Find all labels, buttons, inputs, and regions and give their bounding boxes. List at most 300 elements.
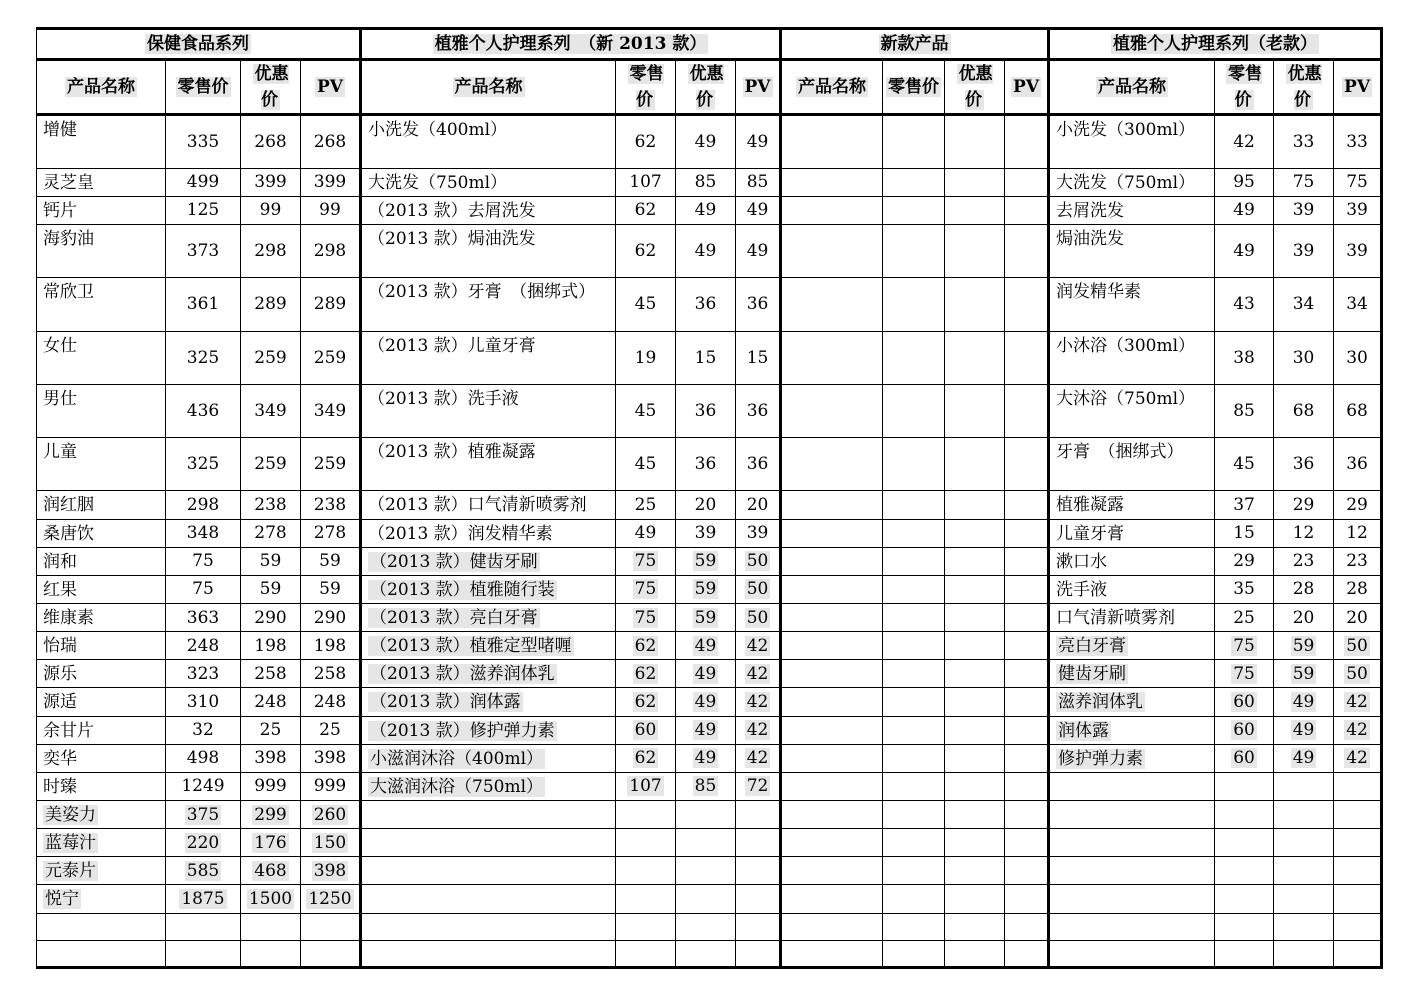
new-products-pv-cell xyxy=(1005,384,1049,437)
price-list-table xyxy=(36,27,1383,969)
health-food-pv-cell xyxy=(301,913,361,940)
new-products-pv-cell xyxy=(1005,603,1049,631)
new-products-discount-cell xyxy=(945,438,1005,491)
care-old-discount-cell: 59 xyxy=(1274,632,1334,660)
care-new-2013-name-cell: （2013 款）润发精华素 xyxy=(361,519,616,547)
new-products-pv-cell xyxy=(1005,744,1049,772)
health-food-pv-cell xyxy=(301,940,361,967)
new-products-retail-cell xyxy=(883,940,945,967)
health-food-header-retail: 零售价 xyxy=(166,60,241,115)
table-row xyxy=(37,857,1382,885)
health-food-name-cell: 海豹油 xyxy=(37,225,166,278)
new-products-discount-cell xyxy=(945,829,1005,857)
care-old-retail-cell xyxy=(1215,913,1274,940)
care-new-2013-pv-cell xyxy=(736,800,781,828)
health-food-discount-cell: 1500 xyxy=(241,885,301,913)
care-new-2013-discount-cell: 59 xyxy=(676,547,736,575)
care-old-name-cell: 漱口水 xyxy=(1049,547,1215,575)
table-row xyxy=(37,547,1382,575)
care-new-2013-name-cell: 大滋润沐浴（750ml） xyxy=(361,772,616,800)
care-old-name-cell xyxy=(1049,940,1215,967)
health-food-retail-cell: 325 xyxy=(166,331,241,384)
care-new-2013-discount-cell: 85 xyxy=(676,168,736,196)
new-products-name-cell xyxy=(781,744,883,772)
care-old-pv-cell xyxy=(1334,857,1382,885)
care-new-2013-pv-cell: 50 xyxy=(736,603,781,631)
health-food-name-cell: 奕华 xyxy=(37,744,166,772)
new-products-name-cell xyxy=(781,940,883,967)
care-new-2013-retail-cell: 49 xyxy=(616,519,676,547)
new-products-retail-cell xyxy=(883,491,945,519)
new-products-name-cell xyxy=(781,196,883,224)
new-products-retail-cell xyxy=(883,772,945,800)
health-food-pv-cell: 268 xyxy=(301,115,361,168)
health-food-retail-cell: 499 xyxy=(166,168,241,196)
care-new-2013-discount-cell: 36 xyxy=(676,384,736,437)
health-food-name-cell: 美姿力 xyxy=(37,800,166,828)
new-products-discount-cell xyxy=(945,278,1005,331)
new-products-retail-cell xyxy=(883,800,945,828)
care-old-discount-cell: 39 xyxy=(1274,225,1334,278)
new-products-pv-cell xyxy=(1005,575,1049,603)
care-old-retail-cell xyxy=(1215,885,1274,913)
health-food-discount-cell: 399 xyxy=(241,168,301,196)
table-row xyxy=(37,331,1382,384)
health-food-discount-cell: 299 xyxy=(241,800,301,828)
table-row xyxy=(37,744,1382,772)
table-row xyxy=(37,772,1382,800)
new-products-pv-cell xyxy=(1005,331,1049,384)
health-food-pv-cell: 349 xyxy=(301,384,361,437)
care-new-2013-discount-cell: 49 xyxy=(676,115,736,168)
care-old-discount-cell: 49 xyxy=(1274,716,1334,744)
health-food-pv-cell: 290 xyxy=(301,603,361,631)
new-products-retail-cell xyxy=(883,688,945,716)
care-new-2013-retail-cell xyxy=(616,940,676,967)
health-food-discount-cell: 398 xyxy=(241,744,301,772)
care-new-2013-pv-cell xyxy=(736,829,781,857)
health-food-pv-cell: 99 xyxy=(301,196,361,224)
health-food-discount-cell: 290 xyxy=(241,603,301,631)
care-new-2013-name-cell: （2013 款）口气清新喷雾剂 xyxy=(361,491,616,519)
care-new-2013-name-cell: （2013 款）亮白牙膏 xyxy=(361,603,616,631)
care-new-2013-pv-cell: 50 xyxy=(736,547,781,575)
care-old-name-cell: 修护弹力素 xyxy=(1049,744,1215,772)
care-new-2013-retail-cell: 75 xyxy=(616,547,676,575)
table-row xyxy=(37,438,1382,491)
care-old-retail-cell xyxy=(1215,800,1274,828)
care-old-retail-cell xyxy=(1215,857,1274,885)
health-food-discount-cell: 99 xyxy=(241,196,301,224)
care-old-title: 植雅个人护理系列（老款） xyxy=(1049,29,1382,60)
health-food-pv-cell: 258 xyxy=(301,660,361,688)
care-old-pv-cell: 75 xyxy=(1334,168,1382,196)
care-new-2013-pv-cell: 42 xyxy=(736,660,781,688)
health-food-discount-cell: 468 xyxy=(241,857,301,885)
new-products-retail-cell xyxy=(883,716,945,744)
care-old-name-cell: 洗手液 xyxy=(1049,575,1215,603)
care-old-retail-cell: 35 xyxy=(1215,575,1274,603)
care-new-2013-pv-cell: 72 xyxy=(736,772,781,800)
care-old-retail-cell: 29 xyxy=(1215,547,1274,575)
table-row xyxy=(37,278,1382,331)
care-new-2013-pv-cell: 36 xyxy=(736,438,781,491)
health-food-pv-cell: 59 xyxy=(301,547,361,575)
care-old-discount-cell: 49 xyxy=(1274,688,1334,716)
new-products-retail-cell xyxy=(883,225,945,278)
care-new-2013-header-discount: 优惠价 xyxy=(676,60,736,115)
new-products-discount-cell xyxy=(945,196,1005,224)
health-food-pv-cell: 150 xyxy=(301,829,361,857)
new-products-retail-cell xyxy=(883,632,945,660)
new-products-retail-cell xyxy=(883,519,945,547)
new-products-name-cell xyxy=(781,278,883,331)
new-products-discount-cell xyxy=(945,547,1005,575)
health-food-name-cell: 儿童 xyxy=(37,438,166,491)
health-food-pv-cell: 259 xyxy=(301,331,361,384)
care-new-2013-discount-cell: 15 xyxy=(676,331,736,384)
care-new-2013-discount-cell xyxy=(676,885,736,913)
care-new-2013-name-cell xyxy=(361,885,616,913)
health-food-retail-cell: 1249 xyxy=(166,772,241,800)
new-products-discount-cell xyxy=(945,225,1005,278)
new-products-discount-cell xyxy=(945,688,1005,716)
health-food-discount-cell: 59 xyxy=(241,547,301,575)
care-old-retail-cell: 60 xyxy=(1215,716,1274,744)
care-new-2013-discount-cell xyxy=(676,857,736,885)
care-new-2013-pv-cell: 42 xyxy=(736,632,781,660)
care-new-2013-retail-cell: 107 xyxy=(616,168,676,196)
care-new-2013-pv-cell: 85 xyxy=(736,168,781,196)
new-products-retail-cell xyxy=(883,857,945,885)
new-products-name-cell xyxy=(781,772,883,800)
care-old-pv-cell: 39 xyxy=(1334,225,1382,278)
care-old-header-pv: PV xyxy=(1334,60,1382,115)
care-old-name-cell: 儿童牙膏 xyxy=(1049,519,1215,547)
care-new-2013-name-cell: （2013 款）健齿牙刷 xyxy=(361,547,616,575)
care-old-pv-cell: 42 xyxy=(1334,688,1382,716)
care-new-2013-discount-cell: 49 xyxy=(676,716,736,744)
care-new-2013-discount-cell xyxy=(676,913,736,940)
health-food-pv-cell: 238 xyxy=(301,491,361,519)
care-new-2013-discount-cell xyxy=(676,800,736,828)
care-new-2013-pv-cell: 42 xyxy=(736,716,781,744)
care-old-name-cell: 滋养润体乳 xyxy=(1049,688,1215,716)
care-new-2013-header-pv: PV xyxy=(736,60,781,115)
care-old-name-cell: 牙膏 （捆绑式） xyxy=(1049,438,1215,491)
care-old-name-cell xyxy=(1049,885,1215,913)
care-old-pv-cell: 39 xyxy=(1334,196,1382,224)
health-food-name-cell: 男仕 xyxy=(37,384,166,437)
new-products-discount-cell xyxy=(945,384,1005,437)
table-row xyxy=(37,519,1382,547)
care-old-pv-cell: 36 xyxy=(1334,438,1382,491)
health-food-discount-cell: 238 xyxy=(241,491,301,519)
new-products-pv-cell xyxy=(1005,913,1049,940)
column-header-row xyxy=(37,60,1382,115)
care-old-retail-cell: 95 xyxy=(1215,168,1274,196)
care-old-discount-cell: 39 xyxy=(1274,196,1334,224)
care-old-name-cell: 润体露 xyxy=(1049,716,1215,744)
care-new-2013-name-cell xyxy=(361,940,616,967)
care-new-2013-pv-cell: 36 xyxy=(736,384,781,437)
new-products-retail-cell xyxy=(883,168,945,196)
care-old-name-cell xyxy=(1049,913,1215,940)
care-old-retail-cell: 60 xyxy=(1215,688,1274,716)
care-old-pv-cell: 23 xyxy=(1334,547,1382,575)
new-products-name-cell xyxy=(781,913,883,940)
care-new-2013-retail-cell: 62 xyxy=(616,744,676,772)
care-new-2013-pv-cell: 49 xyxy=(736,196,781,224)
table-row xyxy=(37,575,1382,603)
new-products-discount-cell xyxy=(945,519,1005,547)
care-old-pv-cell: 50 xyxy=(1334,632,1382,660)
health-food-name-cell: 悦宁 xyxy=(37,885,166,913)
care-old-discount-cell: 30 xyxy=(1274,331,1334,384)
health-food-discount-cell xyxy=(241,940,301,967)
care-old-discount-cell: 20 xyxy=(1274,603,1334,631)
care-new-2013-discount-cell xyxy=(676,940,736,967)
care-old-retail-cell: 75 xyxy=(1215,632,1274,660)
care-old-name-cell: 焗油洗发 xyxy=(1049,225,1215,278)
health-food-retail-cell xyxy=(166,940,241,967)
new-products-pv-cell xyxy=(1005,940,1049,967)
care-old-discount-cell: 23 xyxy=(1274,547,1334,575)
care-new-2013-discount-cell: 49 xyxy=(676,196,736,224)
health-food-name-cell: 灵芝皇 xyxy=(37,168,166,196)
care-new-2013-name-cell: （2013 款）牙膏 （捆绑式） xyxy=(361,278,616,331)
care-old-header-discount: 优惠价 xyxy=(1274,60,1334,115)
care-new-2013-retail-cell: 19 xyxy=(616,331,676,384)
new-products-retail-cell xyxy=(883,885,945,913)
care-new-2013-discount-cell: 39 xyxy=(676,519,736,547)
table-row xyxy=(37,660,1382,688)
care-new-2013-discount-cell: 20 xyxy=(676,491,736,519)
new-products-discount-cell xyxy=(945,632,1005,660)
new-products-retail-cell xyxy=(883,829,945,857)
health-food-retail-cell: 125 xyxy=(166,196,241,224)
health-food-name-cell: 时臻 xyxy=(37,772,166,800)
care-old-discount-cell: 29 xyxy=(1274,491,1334,519)
health-food-pv-cell: 298 xyxy=(301,225,361,278)
health-food-retail-cell: 348 xyxy=(166,519,241,547)
new-products-name-cell xyxy=(781,331,883,384)
table-row xyxy=(37,800,1382,828)
care-old-discount-cell xyxy=(1274,940,1334,967)
table-row xyxy=(37,168,1382,196)
care-new-2013-pv-cell: 42 xyxy=(736,688,781,716)
care-new-2013-retail-cell xyxy=(616,913,676,940)
care-new-2013-discount-cell: 59 xyxy=(676,603,736,631)
new-products-discount-cell xyxy=(945,575,1005,603)
care-new-2013-retail-cell xyxy=(616,800,676,828)
new-products-pv-cell xyxy=(1005,885,1049,913)
health-food-name-cell: 源适 xyxy=(37,688,166,716)
care-new-2013-name-cell: （2013 款）植雅定型啫喱 xyxy=(361,632,616,660)
new-products-retail-cell xyxy=(883,278,945,331)
care-new-2013-discount-cell: 49 xyxy=(676,688,736,716)
new-products-name-cell xyxy=(781,491,883,519)
care-old-name-cell xyxy=(1049,772,1215,800)
care-new-2013-retail-cell xyxy=(616,885,676,913)
table-row xyxy=(37,196,1382,224)
care-new-2013-name-cell: （2013 款）润体露 xyxy=(361,688,616,716)
care-old-discount-cell xyxy=(1274,829,1334,857)
care-new-2013-retail-cell: 62 xyxy=(616,115,676,168)
care-old-discount-cell: 34 xyxy=(1274,278,1334,331)
care-new-2013-name-cell: （2013 款）焗油洗发 xyxy=(361,225,616,278)
care-old-pv-cell: 12 xyxy=(1334,519,1382,547)
care-new-2013-discount-cell: 49 xyxy=(676,744,736,772)
health-food-retail-cell: 363 xyxy=(166,603,241,631)
table-row xyxy=(37,716,1382,744)
health-food-discount-cell: 349 xyxy=(241,384,301,437)
care-old-discount-cell: 75 xyxy=(1274,168,1334,196)
new-products-header-pv: PV xyxy=(1005,60,1049,115)
table-row xyxy=(37,913,1382,940)
care-old-retail-cell xyxy=(1215,829,1274,857)
new-products-discount-cell xyxy=(945,115,1005,168)
health-food-retail-cell: 32 xyxy=(166,716,241,744)
care-new-2013-retail-cell: 62 xyxy=(616,632,676,660)
care-old-discount-cell: 68 xyxy=(1274,384,1334,437)
new-products-name-cell xyxy=(781,632,883,660)
health-food-retail-cell: 1875 xyxy=(166,885,241,913)
health-food-name-cell: 润红胭 xyxy=(37,491,166,519)
new-products-name-cell xyxy=(781,857,883,885)
care-new-2013-pv-cell: 50 xyxy=(736,575,781,603)
health-food-discount-cell: 268 xyxy=(241,115,301,168)
care-old-name-cell xyxy=(1049,800,1215,828)
care-new-2013-name-cell: （2013 款）修护弹力素 xyxy=(361,716,616,744)
care-old-retail-cell: 38 xyxy=(1215,331,1274,384)
health-food-retail-cell: 361 xyxy=(166,278,241,331)
care-old-discount-cell xyxy=(1274,800,1334,828)
care-new-2013-title: 植雅个人护理系列 （新 2013 款） xyxy=(361,29,781,60)
new-products-retail-cell xyxy=(883,744,945,772)
care-old-name-cell: 润发精华素 xyxy=(1049,278,1215,331)
health-food-pv-cell: 278 xyxy=(301,519,361,547)
care-old-discount-cell xyxy=(1274,885,1334,913)
care-old-pv-cell: 42 xyxy=(1334,744,1382,772)
new-products-name-cell xyxy=(781,885,883,913)
care-new-2013-pv-cell xyxy=(736,857,781,885)
table-row xyxy=(37,940,1382,967)
care-new-2013-discount-cell: 36 xyxy=(676,438,736,491)
new-products-header-name: 产品名称 xyxy=(781,60,883,115)
health-food-pv-cell: 59 xyxy=(301,575,361,603)
care-old-discount-cell: 49 xyxy=(1274,744,1334,772)
care-new-2013-name-cell: 大洗发（750ml） xyxy=(361,168,616,196)
health-food-retail-cell: 375 xyxy=(166,800,241,828)
care-new-2013-retail-cell: 107 xyxy=(616,772,676,800)
care-old-name-cell: 小沐浴（300ml） xyxy=(1049,331,1215,384)
care-old-discount-cell xyxy=(1274,913,1334,940)
new-products-discount-cell xyxy=(945,331,1005,384)
health-food-header-discount: 优惠价 xyxy=(241,60,301,115)
health-food-retail-cell: 373 xyxy=(166,225,241,278)
health-food-name-cell: 红果 xyxy=(37,575,166,603)
health-food-name-cell: 润和 xyxy=(37,547,166,575)
care-old-retail-cell: 49 xyxy=(1215,225,1274,278)
new-products-name-cell xyxy=(781,115,883,168)
care-new-2013-retail-cell: 60 xyxy=(616,716,676,744)
care-old-name-cell: 口气清新喷雾剂 xyxy=(1049,603,1215,631)
care-old-discount-cell xyxy=(1274,772,1334,800)
health-food-discount-cell: 259 xyxy=(241,438,301,491)
care-old-pv-cell: 28 xyxy=(1334,575,1382,603)
care-new-2013-retail-cell: 75 xyxy=(616,603,676,631)
new-products-name-cell xyxy=(781,829,883,857)
care-old-pv-cell xyxy=(1334,913,1382,940)
care-old-retail-cell: 42 xyxy=(1215,115,1274,168)
care-new-2013-name-cell: （2013 款）植雅随行装 xyxy=(361,575,616,603)
new-products-discount-cell xyxy=(945,744,1005,772)
care-new-2013-name-cell xyxy=(361,800,616,828)
care-old-pv-cell xyxy=(1334,772,1382,800)
new-products-discount-cell xyxy=(945,885,1005,913)
new-products-pv-cell xyxy=(1005,438,1049,491)
care-new-2013-discount-cell: 49 xyxy=(676,632,736,660)
health-food-name-cell: 源乐 xyxy=(37,660,166,688)
new-products-pv-cell xyxy=(1005,857,1049,885)
care-old-retail-cell: 15 xyxy=(1215,519,1274,547)
new-products-name-cell xyxy=(781,384,883,437)
care-new-2013-name-cell: （2013 款）洗手液 xyxy=(361,384,616,437)
health-food-retail-cell: 335 xyxy=(166,115,241,168)
new-products-pv-cell xyxy=(1005,716,1049,744)
health-food-discount-cell: 259 xyxy=(241,331,301,384)
new-products-pv-cell xyxy=(1005,168,1049,196)
care-old-name-cell: 亮白牙膏 xyxy=(1049,632,1215,660)
care-old-retail-cell: 25 xyxy=(1215,603,1274,631)
care-new-2013-retail-cell: 62 xyxy=(616,196,676,224)
health-food-retail-cell xyxy=(166,913,241,940)
health-food-discount-cell: 248 xyxy=(241,688,301,716)
care-old-retail-cell: 75 xyxy=(1215,660,1274,688)
new-products-discount-cell xyxy=(945,491,1005,519)
care-new-2013-discount-cell xyxy=(676,829,736,857)
care-new-2013-retail-cell: 25 xyxy=(616,491,676,519)
new-products-discount-cell xyxy=(945,913,1005,940)
new-products-discount-cell xyxy=(945,603,1005,631)
table-row xyxy=(37,603,1382,631)
health-food-pv-cell: 260 xyxy=(301,800,361,828)
care-old-retail-cell: 60 xyxy=(1215,744,1274,772)
care-new-2013-name-cell xyxy=(361,857,616,885)
health-food-name-cell xyxy=(37,913,166,940)
care-new-2013-pv-cell: 15 xyxy=(736,331,781,384)
care-old-pv-cell: 33 xyxy=(1334,115,1382,168)
health-food-retail-cell: 220 xyxy=(166,829,241,857)
new-products-retail-cell xyxy=(883,660,945,688)
health-food-pv-cell: 289 xyxy=(301,278,361,331)
health-food-retail-cell: 75 xyxy=(166,575,241,603)
new-products-pv-cell xyxy=(1005,829,1049,857)
health-food-name-cell xyxy=(37,940,166,967)
table-row xyxy=(37,384,1382,437)
new-products-header-discount: 优惠价 xyxy=(945,60,1005,115)
health-food-discount-cell: 278 xyxy=(241,519,301,547)
price-list-body xyxy=(37,29,1382,968)
new-products-pv-cell xyxy=(1005,115,1049,168)
care-old-pv-cell: 68 xyxy=(1334,384,1382,437)
care-old-retail-cell: 43 xyxy=(1215,278,1274,331)
care-old-name-cell: 健齿牙刷 xyxy=(1049,660,1215,688)
new-products-name-cell xyxy=(781,716,883,744)
care-old-pv-cell: 42 xyxy=(1334,716,1382,744)
health-food-retail-cell: 310 xyxy=(166,688,241,716)
